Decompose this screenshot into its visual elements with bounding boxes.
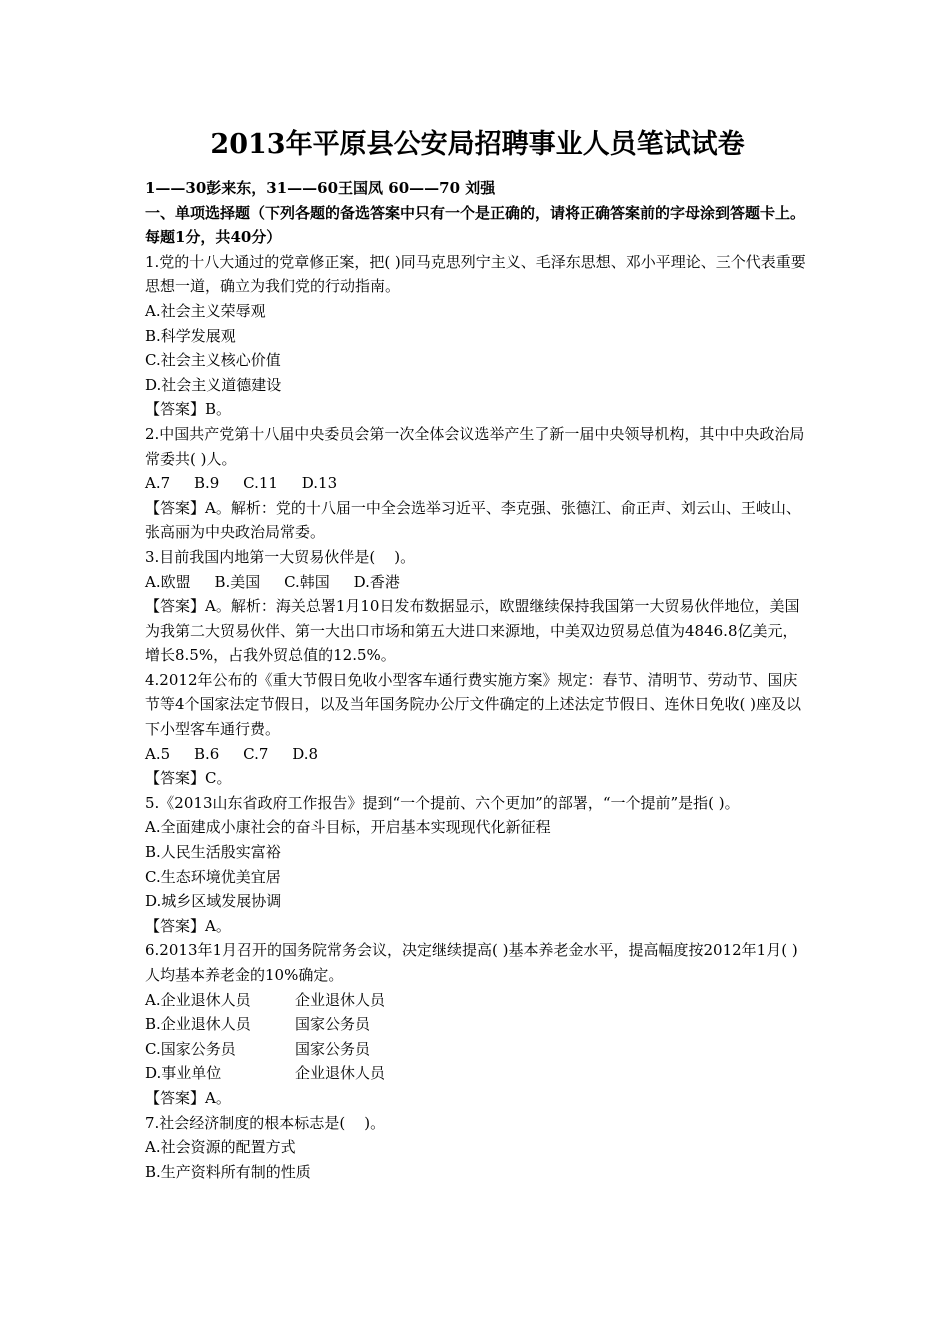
question-6-option-a	[145, 988, 810, 1013]
question-4-stem: 4.2012年公布的《重大节假日免收小型客车通行费实施方案》规定：春节、清明节、劳动节、国庆节等4个国家法定节假日，以及当年国务院办公厅文件确定的上述法定节假日、连休日免收( )座及以下小型客车通行费。	[145, 670, 802, 739]
question-4-options: A.5 B.6 C.7 D.8	[145, 744, 319, 763]
question-1-answer: 【答案】B。	[145, 400, 232, 419]
question-6-answer: 【答案】A。	[145, 1088, 231, 1107]
question-1-option-d: D.社会主义道德建设	[145, 375, 282, 394]
question-5-option-a: A.全面建成小康社会的奋斗目标，开启基本实现现代化新征程	[145, 818, 551, 837]
question-7-stem: 7.社会经济制度的根本标志是( )。	[145, 1113, 386, 1132]
question-4-answer: 【答案】C。	[145, 769, 232, 788]
question-1-option-c: C.社会主义核心价值	[145, 351, 281, 370]
question-6-stem: 6.2013年1月召开的国务院常务会议，决定继续提高( )基本养老金水平，提高幅度按2012年1月( )人均基本养老金的10%确定。	[145, 941, 798, 984]
option-right: 国家公务员	[295, 1015, 371, 1034]
author-line: 1——30彭来东，31——60王国凤 60——70 刘强	[145, 179, 496, 197]
question-1-option-b: B.科学发展观	[145, 326, 236, 345]
question-2-answer: 【答案】A。解析：党的十八届一中全会选举习近平、李克强、张德江、俞正声、刘云山、王岐山、张高丽为中央政治局常委。	[145, 498, 801, 542]
option-left: D.事业单位	[145, 1064, 222, 1083]
question-7-option-a: A.社会资源的配置方式	[145, 1138, 296, 1157]
question-5-option-c: C.生态环境优美宜居	[145, 867, 281, 886]
question-1-option-a: A.社会主义荣辱观	[145, 301, 266, 320]
section-heading: 一、单项选择题（下列各题的备选答案中只有一个是正确的，请将正确答案前的字母涂到答题卡上。每题1分，共40分）	[145, 203, 806, 247]
question-6-option-c	[145, 1037, 810, 1062]
option-right: 国家公务员	[295, 1039, 371, 1058]
question-2-options: A.7 B.9 C.11 D.13	[145, 474, 338, 493]
question-5-answer: 【答案】A。	[145, 916, 231, 935]
question-5-option-d: D.城乡区域发展协调	[145, 892, 282, 911]
question-3-answer: 【答案】A。解析：海关总署1月10日发布数据显示，欧盟继续保持我国第一大贸易伙伴地位，美国为我第二大贸易伙伴、第一大出口市场和第五大进口来源地，中美双边贸易总值为4846.8亿美元，增长8.5%，占我外贸总值的12.5%。	[145, 597, 800, 665]
question-7-option-b: B.生产资料所有制的性质	[145, 1162, 311, 1181]
question-5-option-b: B.人民生活殷实富裕	[145, 843, 281, 862]
question-6-option-b	[145, 1012, 810, 1037]
question-2-stem: 2.中国共产党第十八届中央委员会第一次全体会议选举产生了新一届中央领导机构，其中中央政治局常委共( )人。	[145, 424, 805, 468]
option-left: C.国家公务员	[145, 1039, 236, 1058]
option-right: 企业退休人员	[295, 1064, 386, 1083]
option-right: 企业退休人员	[295, 990, 386, 1009]
document-page	[145, 128, 810, 1184]
question-3-options: A.欧盟 B.美国 C.韩国 D.香港	[145, 572, 400, 591]
option-left: B.企业退休人员	[145, 1015, 251, 1034]
question-6-option-d	[145, 1061, 810, 1086]
question-1-stem: 1.党的十八大通过的党章修正案，把( )同马克思列宁主义、毛泽东思想、邓小平理论、三个代表重要思想一道，确立为我们党的行动指南。	[145, 252, 806, 296]
question-3-stem: 3.目前我国内地第一大贸易伙伴是( )。	[145, 547, 416, 566]
option-left: A.企业退休人员	[145, 990, 251, 1009]
question-5-stem: 5.《2013山东省政府工作报告》提到“一个提前、六个更加”的部署，“一个提前”是指( )。	[145, 793, 740, 812]
page-title: 2013年平原县公安局招聘事业人员笔试试卷	[210, 129, 745, 160]
